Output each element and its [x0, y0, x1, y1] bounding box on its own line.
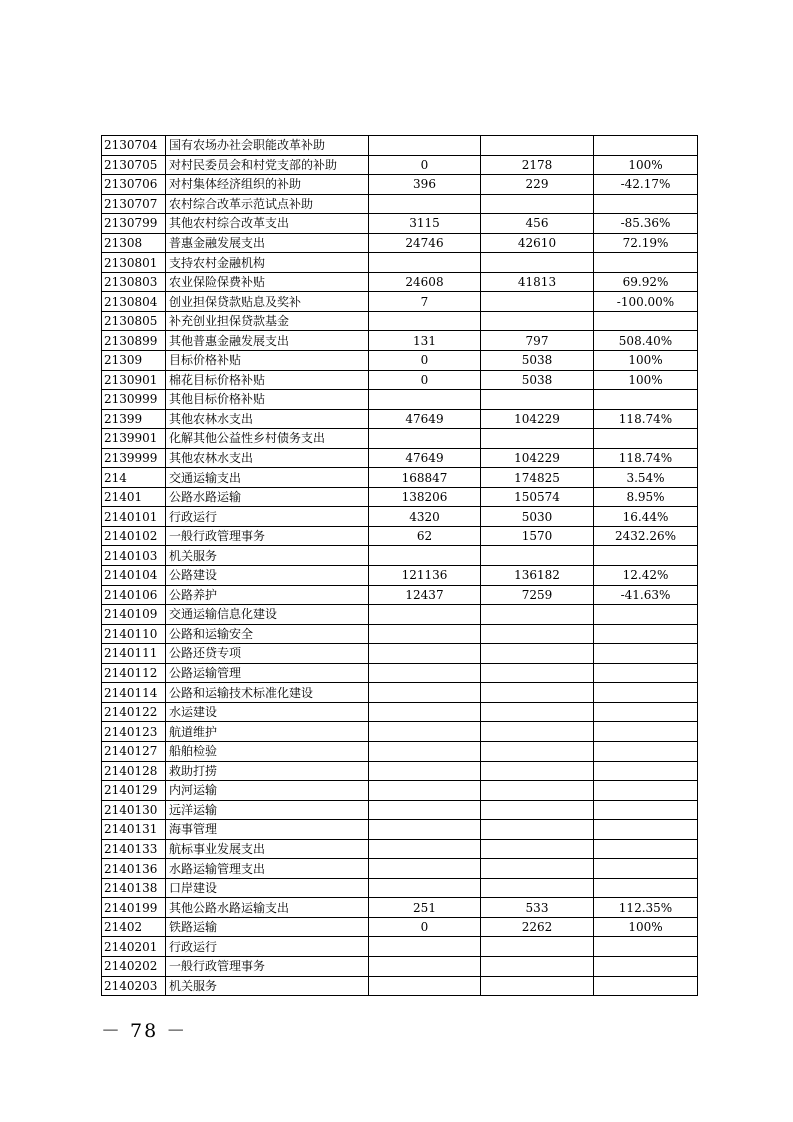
change-percent-cell: 72.19% — [594, 233, 698, 253]
code-cell: 2139999 — [102, 448, 166, 468]
change-percent-cell: 12.42% — [594, 566, 698, 586]
item-name-cell: 行政运行 — [166, 507, 369, 527]
change-percent-cell: 100% — [594, 917, 698, 937]
change-percent-cell — [594, 663, 698, 683]
prior-amount-cell — [369, 663, 481, 683]
code-cell: 21401 — [102, 487, 166, 507]
item-name-cell: 远洋运输 — [166, 800, 369, 820]
code-cell: 2140114 — [102, 683, 166, 703]
item-name-cell: 水运建设 — [166, 702, 369, 722]
prior-amount-cell — [369, 253, 481, 273]
change-percent-cell — [594, 741, 698, 761]
change-percent-cell: 100% — [594, 370, 698, 390]
item-name-cell: 普惠金融发展支出 — [166, 233, 369, 253]
item-name-cell: 行政运行 — [166, 937, 369, 957]
code-cell: 2130799 — [102, 214, 166, 234]
prior-amount-cell — [369, 624, 481, 644]
change-percent-cell — [594, 311, 698, 331]
prior-amount-cell: 12437 — [369, 585, 481, 605]
change-percent-cell: 69.92% — [594, 272, 698, 292]
prior-amount-cell — [369, 859, 481, 879]
table-row — [102, 683, 698, 703]
change-percent-cell — [594, 624, 698, 644]
table-row — [102, 566, 698, 586]
change-percent-cell — [594, 722, 698, 742]
current-amount-cell — [481, 546, 594, 566]
item-name-cell: 其他农村综合改革支出 — [166, 214, 369, 234]
table-row — [102, 351, 698, 371]
prior-amount-cell: 47649 — [369, 448, 481, 468]
code-cell: 21402 — [102, 917, 166, 937]
item-name-cell: 公路水路运输 — [166, 487, 369, 507]
table-row — [102, 233, 698, 253]
item-name-cell: 救助打捞 — [166, 761, 369, 781]
table-row — [102, 859, 698, 879]
current-amount-cell: 150574 — [481, 487, 594, 507]
current-amount-cell — [481, 859, 594, 879]
prior-amount-cell — [369, 194, 481, 214]
code-cell: 2140128 — [102, 761, 166, 781]
code-cell: 2130801 — [102, 253, 166, 273]
table-row — [102, 429, 698, 449]
prior-amount-cell: 62 — [369, 526, 481, 546]
current-amount-cell — [481, 741, 594, 761]
change-percent-cell — [594, 194, 698, 214]
table-row — [102, 272, 698, 292]
code-cell: 2140101 — [102, 507, 166, 527]
table-row — [102, 546, 698, 566]
table-row — [102, 409, 698, 429]
table-row — [102, 253, 698, 273]
item-name-cell: 国有农场办社会职能改革补助 — [166, 136, 369, 156]
code-cell: 2140102 — [102, 526, 166, 546]
change-percent-cell — [594, 800, 698, 820]
prior-amount-cell: 0 — [369, 351, 481, 371]
prior-amount-cell: 138206 — [369, 487, 481, 507]
prior-amount-cell — [369, 800, 481, 820]
current-amount-cell: 104229 — [481, 448, 594, 468]
current-amount-cell — [481, 702, 594, 722]
current-amount-cell: 7259 — [481, 585, 594, 605]
table-row — [102, 781, 698, 801]
prior-amount-cell: 24746 — [369, 233, 481, 253]
code-cell: 21308 — [102, 233, 166, 253]
table-row — [102, 194, 698, 214]
table-row — [102, 878, 698, 898]
change-percent-cell: 112.35% — [594, 898, 698, 918]
prior-amount-cell — [369, 976, 481, 996]
table-row — [102, 898, 698, 918]
change-percent-cell: 8.95% — [594, 487, 698, 507]
item-name-cell: 补充创业担保贷款基金 — [166, 311, 369, 331]
code-cell: 2140136 — [102, 859, 166, 879]
current-amount-cell — [481, 292, 594, 312]
item-name-cell: 其他农林水支出 — [166, 448, 369, 468]
table-row — [102, 370, 698, 390]
change-percent-cell — [594, 859, 698, 879]
code-cell: 21309 — [102, 351, 166, 371]
code-cell: 2130706 — [102, 175, 166, 195]
prior-amount-cell — [369, 546, 481, 566]
code-cell: 2140133 — [102, 839, 166, 859]
change-percent-cell — [594, 781, 698, 801]
change-percent-cell: -41.63% — [594, 585, 698, 605]
table-row — [102, 800, 698, 820]
change-percent-cell — [594, 976, 698, 996]
change-percent-cell: -85.36% — [594, 214, 698, 234]
code-cell: 2140103 — [102, 546, 166, 566]
current-amount-cell: 2178 — [481, 155, 594, 175]
current-amount-cell — [481, 644, 594, 664]
current-amount-cell — [481, 194, 594, 214]
item-name-cell: 其他普惠金融发展支出 — [166, 331, 369, 351]
current-amount-cell: 533 — [481, 898, 594, 918]
item-name-cell: 对村民委员会和村党支部的补助 — [166, 155, 369, 175]
item-name-cell: 航标事业发展支出 — [166, 839, 369, 859]
code-cell: 2140203 — [102, 976, 166, 996]
code-cell: 2140201 — [102, 937, 166, 957]
prior-amount-cell — [369, 956, 481, 976]
prior-amount-cell: 0 — [369, 917, 481, 937]
current-amount-cell: 1570 — [481, 526, 594, 546]
code-cell: 214 — [102, 468, 166, 488]
prior-amount-cell: 0 — [369, 155, 481, 175]
current-amount-cell — [481, 976, 594, 996]
current-amount-cell — [481, 820, 594, 840]
item-name-cell: 船舶检验 — [166, 741, 369, 761]
prior-amount-cell — [369, 429, 481, 449]
table-row — [102, 644, 698, 664]
change-percent-cell — [594, 820, 698, 840]
change-percent-cell — [594, 683, 698, 703]
change-percent-cell: 2432.26% — [594, 526, 698, 546]
code-cell: 2140131 — [102, 820, 166, 840]
prior-amount-cell — [369, 722, 481, 742]
prior-amount-cell — [369, 702, 481, 722]
current-amount-cell — [481, 956, 594, 976]
code-cell: 2130999 — [102, 390, 166, 410]
current-amount-cell: 797 — [481, 331, 594, 351]
item-name-cell: 公路运输管理 — [166, 663, 369, 683]
prior-amount-cell: 121136 — [369, 566, 481, 586]
current-amount-cell: 5038 — [481, 351, 594, 371]
change-percent-cell — [594, 546, 698, 566]
code-cell: 2140130 — [102, 800, 166, 820]
table-row — [102, 702, 698, 722]
prior-amount-cell — [369, 878, 481, 898]
item-name-cell: 一般行政管理事务 — [166, 526, 369, 546]
code-cell: 2140127 — [102, 741, 166, 761]
code-cell: 2140123 — [102, 722, 166, 742]
item-name-cell: 化解其他公益性乡村债务支出 — [166, 429, 369, 449]
current-amount-cell — [481, 937, 594, 957]
current-amount-cell: 42610 — [481, 233, 594, 253]
change-percent-cell: 100% — [594, 351, 698, 371]
prior-amount-cell — [369, 605, 481, 625]
table-row — [102, 155, 698, 175]
table-row — [102, 214, 698, 234]
current-amount-cell — [481, 253, 594, 273]
code-cell: 2140138 — [102, 878, 166, 898]
current-amount-cell — [481, 800, 594, 820]
item-name-cell: 航道维护 — [166, 722, 369, 742]
budget-table — [101, 135, 698, 996]
code-cell: 2140129 — [102, 781, 166, 801]
item-name-cell: 公路和运输安全 — [166, 624, 369, 644]
item-name-cell: 一般行政管理事务 — [166, 956, 369, 976]
prior-amount-cell — [369, 644, 481, 664]
change-percent-cell: 118.74% — [594, 448, 698, 468]
prior-amount-cell: 4320 — [369, 507, 481, 527]
table-row — [102, 741, 698, 761]
code-cell: 2140104 — [102, 566, 166, 586]
change-percent-cell — [594, 605, 698, 625]
current-amount-cell — [481, 429, 594, 449]
current-amount-cell — [481, 663, 594, 683]
prior-amount-cell: 47649 — [369, 409, 481, 429]
current-amount-cell: 229 — [481, 175, 594, 195]
code-cell: 2130901 — [102, 370, 166, 390]
change-percent-cell — [594, 956, 698, 976]
table-row — [102, 311, 698, 331]
change-percent-cell: -42.17% — [594, 175, 698, 195]
table-row — [102, 624, 698, 644]
item-name-cell: 机关服务 — [166, 976, 369, 996]
item-name-cell: 其他农林水支出 — [166, 409, 369, 429]
change-percent-cell — [594, 136, 698, 156]
current-amount-cell: 174825 — [481, 468, 594, 488]
item-name-cell: 水路运输管理支出 — [166, 859, 369, 879]
change-percent-cell: 100% — [594, 155, 698, 175]
item-name-cell: 机关服务 — [166, 546, 369, 566]
item-name-cell: 交通运输支出 — [166, 468, 369, 488]
table-row — [102, 175, 698, 195]
item-name-cell: 内河运输 — [166, 781, 369, 801]
code-cell: 2130803 — [102, 272, 166, 292]
table-row — [102, 507, 698, 527]
table-row — [102, 448, 698, 468]
item-name-cell: 棉花目标价格补贴 — [166, 370, 369, 390]
current-amount-cell: 5030 — [481, 507, 594, 527]
prior-amount-cell: 251 — [369, 898, 481, 918]
table-row — [102, 820, 698, 840]
change-percent-cell — [594, 937, 698, 957]
code-cell: 2130705 — [102, 155, 166, 175]
change-percent-cell — [594, 761, 698, 781]
current-amount-cell — [481, 683, 594, 703]
code-cell: 2140109 — [102, 605, 166, 625]
code-cell: 2139901 — [102, 429, 166, 449]
table-row — [102, 292, 698, 312]
prior-amount-cell — [369, 820, 481, 840]
table-row — [102, 390, 698, 410]
table-body — [102, 136, 698, 996]
prior-amount-cell — [369, 741, 481, 761]
change-percent-cell — [594, 702, 698, 722]
item-name-cell: 铁路运输 — [166, 917, 369, 937]
current-amount-cell — [481, 878, 594, 898]
current-amount-cell — [481, 761, 594, 781]
prior-amount-cell: 3115 — [369, 214, 481, 234]
table-row — [102, 937, 698, 957]
code-cell: 2140106 — [102, 585, 166, 605]
item-name-cell: 公路和运输技术标准化建设 — [166, 683, 369, 703]
prior-amount-cell: 24608 — [369, 272, 481, 292]
current-amount-cell: 456 — [481, 214, 594, 234]
code-cell: 21399 — [102, 409, 166, 429]
code-cell: 2140202 — [102, 956, 166, 976]
table-row — [102, 136, 698, 156]
prior-amount-cell — [369, 390, 481, 410]
prior-amount-cell — [369, 136, 481, 156]
current-amount-cell — [481, 390, 594, 410]
table-row — [102, 487, 698, 507]
table-row — [102, 722, 698, 742]
code-cell: 2140112 — [102, 663, 166, 683]
change-percent-cell: 508.40% — [594, 331, 698, 351]
table-row — [102, 526, 698, 546]
code-cell: 2140110 — [102, 624, 166, 644]
prior-amount-cell — [369, 761, 481, 781]
prior-amount-cell: 0 — [369, 370, 481, 390]
prior-amount-cell — [369, 937, 481, 957]
code-cell: 2130805 — [102, 311, 166, 331]
current-amount-cell — [481, 624, 594, 644]
change-percent-cell: -100.00% — [594, 292, 698, 312]
prior-amount-cell: 7 — [369, 292, 481, 312]
code-cell: 2140122 — [102, 702, 166, 722]
table-row — [102, 331, 698, 351]
code-cell: 2130707 — [102, 194, 166, 214]
item-name-cell: 创业担保贷款贴息及奖补 — [166, 292, 369, 312]
change-percent-cell: 118.74% — [594, 409, 698, 429]
code-cell: 2140199 — [102, 898, 166, 918]
item-name-cell: 目标价格补贴 — [166, 351, 369, 371]
table-row — [102, 585, 698, 605]
change-percent-cell: 3.54% — [594, 468, 698, 488]
item-name-cell: 口岸建设 — [166, 878, 369, 898]
table-row — [102, 956, 698, 976]
change-percent-cell — [594, 429, 698, 449]
prior-amount-cell — [369, 839, 481, 859]
code-cell: 2130704 — [102, 136, 166, 156]
item-name-cell: 其他公路水路运输支出 — [166, 898, 369, 918]
current-amount-cell — [481, 605, 594, 625]
table-row — [102, 761, 698, 781]
current-amount-cell: 41813 — [481, 272, 594, 292]
prior-amount-cell: 396 — [369, 175, 481, 195]
prior-amount-cell — [369, 683, 481, 703]
current-amount-cell — [481, 136, 594, 156]
item-name-cell: 交通运输信息化建设 — [166, 605, 369, 625]
prior-amount-cell: 131 — [369, 331, 481, 351]
code-cell: 2130804 — [102, 292, 166, 312]
code-cell: 2140111 — [102, 644, 166, 664]
prior-amount-cell — [369, 781, 481, 801]
table-row — [102, 917, 698, 937]
table-row — [102, 605, 698, 625]
item-name-cell: 其他目标价格补贴 — [166, 390, 369, 410]
item-name-cell: 农业保险保费补贴 — [166, 272, 369, 292]
code-cell: 2130899 — [102, 331, 166, 351]
current-amount-cell: 136182 — [481, 566, 594, 586]
item-name-cell: 公路建设 — [166, 566, 369, 586]
current-amount-cell: 104229 — [481, 409, 594, 429]
page-number: － 78 － — [101, 1020, 188, 1042]
change-percent-cell — [594, 253, 698, 273]
change-percent-cell — [594, 878, 698, 898]
current-amount-cell — [481, 311, 594, 331]
change-percent-cell: 16.44% — [594, 507, 698, 527]
change-percent-cell — [594, 644, 698, 664]
current-amount-cell — [481, 781, 594, 801]
table-row — [102, 839, 698, 859]
item-name-cell: 海事管理 — [166, 820, 369, 840]
current-amount-cell: 2262 — [481, 917, 594, 937]
item-name-cell: 公路养护 — [166, 585, 369, 605]
table-row — [102, 976, 698, 996]
current-amount-cell: 5038 — [481, 370, 594, 390]
prior-amount-cell — [369, 311, 481, 331]
item-name-cell: 支持农村金融机构 — [166, 253, 369, 273]
prior-amount-cell: 168847 — [369, 468, 481, 488]
item-name-cell: 农村综合改革示范试点补助 — [166, 194, 369, 214]
current-amount-cell — [481, 722, 594, 742]
table-row — [102, 468, 698, 488]
item-name-cell: 对村集体经济组织的补助 — [166, 175, 369, 195]
current-amount-cell — [481, 839, 594, 859]
change-percent-cell — [594, 839, 698, 859]
change-percent-cell — [594, 390, 698, 410]
item-name-cell: 公路还贷专项 — [166, 644, 369, 664]
table-row — [102, 663, 698, 683]
